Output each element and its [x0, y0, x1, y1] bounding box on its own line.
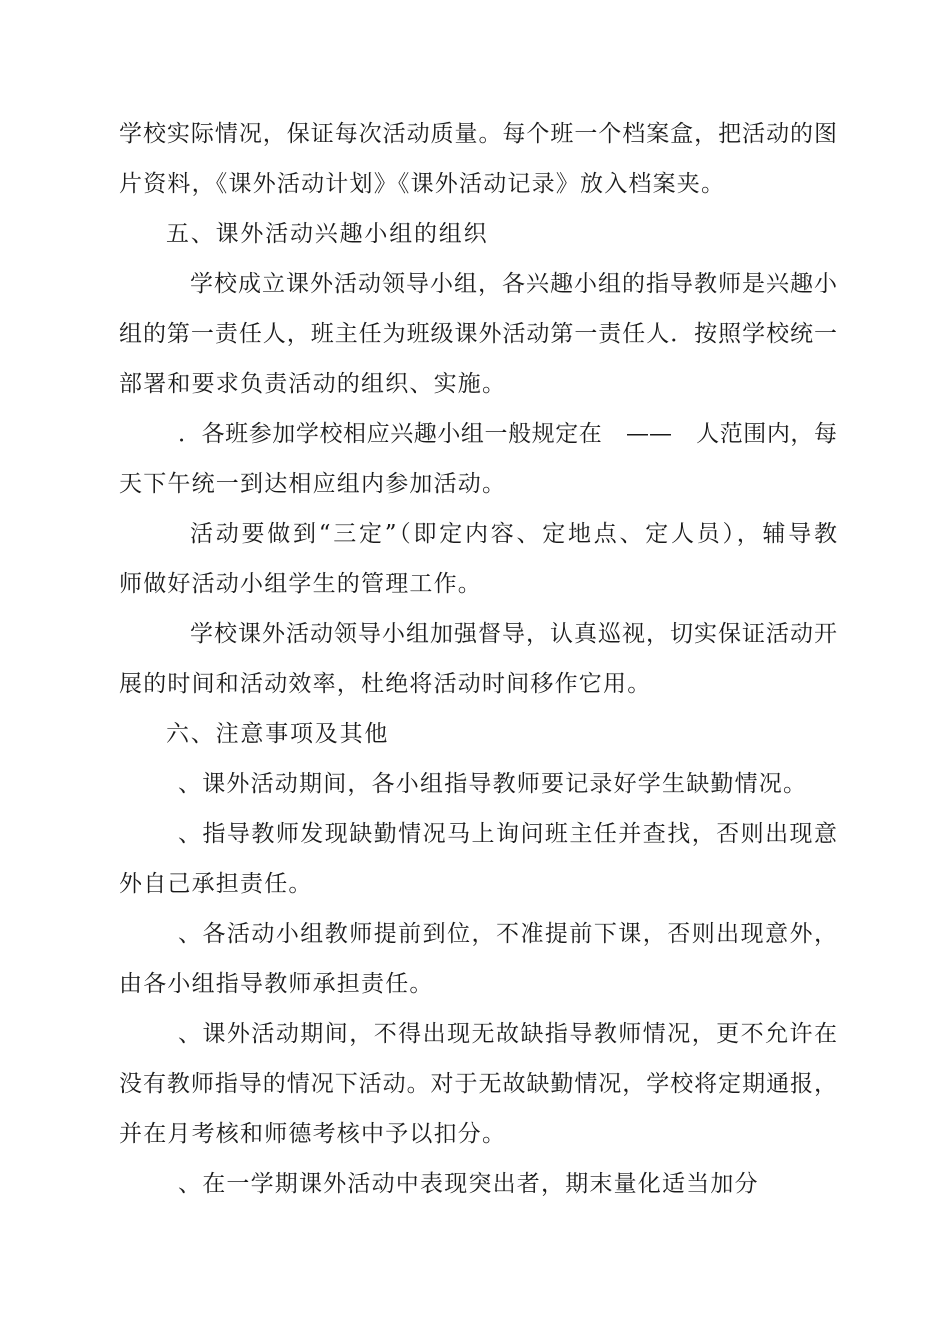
paragraph-line: 没有教师指导的情况下活动。对于无故缺勤情况，学校将定期通报，: [119, 1071, 837, 1097]
section-heading-6: 六、注意事项及其他: [166, 721, 390, 747]
paragraph-line: 外自己承担责任。: [119, 871, 313, 897]
paragraph-line: 并在月考核和师德考核中予以扣分。: [119, 1121, 507, 1147]
list-item: 、课外活动期间，不得出现无故缺指导教师情况，更不允许在: [178, 1021, 837, 1047]
paragraph-line: 学校实际情况，保证每次活动质量。每个班一个档案盒，把活动的图: [119, 121, 837, 147]
paragraph-line: 天下午统一到达相应组内参加活动。: [119, 471, 507, 497]
paragraph-line: 学校课外活动领导小组加强督导，认真巡视，切实保证活动开: [190, 621, 837, 647]
paragraph-line: 展的时间和活动效率，杜绝将活动时间移作它用。: [119, 671, 652, 697]
list-item: 、在一学期课外活动中表现突出者，期末量化适当加分: [178, 1171, 759, 1197]
paragraph-line: 师做好活动小组学生的管理工作。: [119, 571, 482, 597]
paragraph-line: 部署和要求负责活动的组织、实施。: [119, 371, 507, 397]
list-item: 、指导教师发现缺勤情况马上询问班主任并查找，否则出现意: [178, 821, 837, 847]
paragraph-line: ．各班参加学校相应兴趣小组一般规定在 —— 人范围内，每: [178, 421, 837, 447]
list-item: 、课外活动期间，各小组指导教师要记录好学生缺勤情况。: [178, 771, 808, 797]
paragraph-line: 活动要做到“三定”（即定内容、定地点、定人员），辅导教: [190, 521, 837, 547]
paragraph-line: 由各小组指导教师承担责任。: [119, 971, 434, 997]
section-heading-5: 五、课外活动兴趣小组的组织: [166, 221, 489, 247]
list-item: 、各活动小组教师提前到位，不准提前下课，否则出现意外，: [178, 921, 837, 947]
paragraph-line: 组的第一责任人，班主任为班级课外活动第一责任人．按照学校统一: [119, 321, 837, 347]
paragraph-line: 片资料，《课外活动计划》《课外活动记录》放入档案夹。: [119, 171, 726, 197]
paragraph-line: 学校成立课外活动领导小组，各兴趣小组的指导教师是兴趣小: [190, 271, 837, 297]
